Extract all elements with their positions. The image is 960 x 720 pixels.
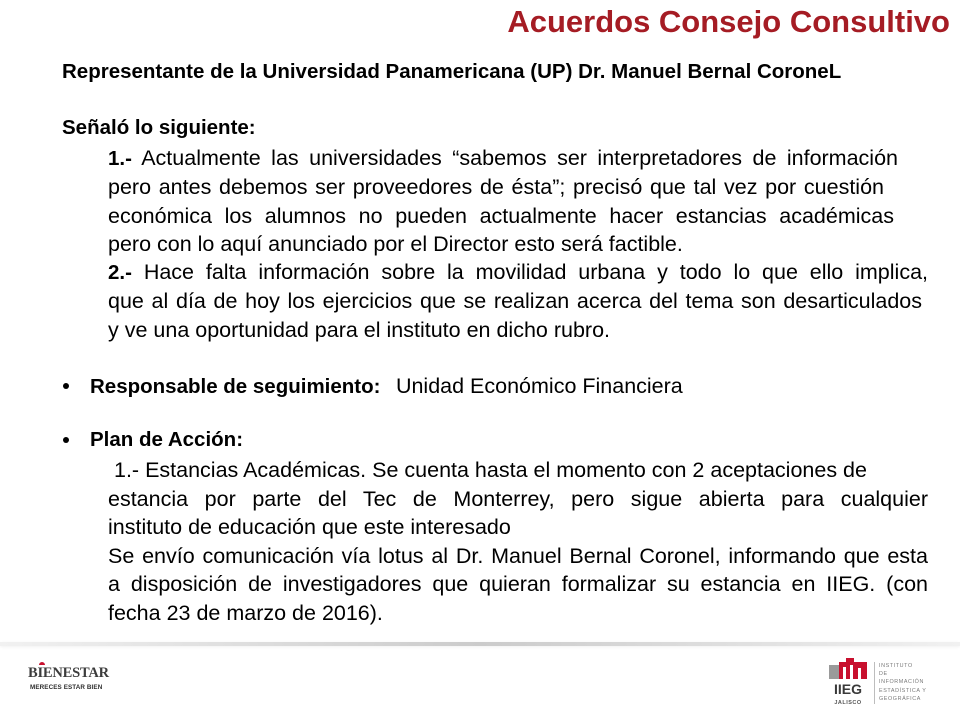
point-1 xyxy=(108,144,928,258)
plan-line-3: instituto de educación que este interesado xyxy=(108,515,511,540)
iieg-logo-icon xyxy=(826,656,872,710)
plan-line-5: a disposición de investigadores que quieran formalizar su estancia en IIEG. (con xyxy=(108,572,928,597)
iieg-state: JALISCO xyxy=(834,700,862,706)
plan-line-1 xyxy=(108,456,928,485)
logo-window xyxy=(858,668,861,679)
responsible-text xyxy=(90,372,683,403)
action-plan-bullet xyxy=(62,426,922,454)
iieg-logo-divider xyxy=(874,662,875,704)
point-1-line-4: pero con lo aquí anunciado por el Director esto será factible. xyxy=(108,231,683,256)
iieg-name-line: ESTADÍSTICA Y xyxy=(879,687,927,694)
point-2 xyxy=(108,258,928,344)
bienestar-wordmark: BIENESTAR xyxy=(28,665,109,681)
bienestar-tagline: MERECES ESTAR BIEN xyxy=(30,684,103,691)
representative-line: Representante de la Universidad Panamericana (UP) Dr. Manuel Bernal CoroneL xyxy=(62,60,842,83)
logo-gray-block xyxy=(829,665,839,679)
logo-window xyxy=(843,667,846,679)
iieg-name-line: INFORMACIÓN xyxy=(879,679,924,686)
plan-item-text: Estancias Académicas. Se cuenta hasta el momento con 2 aceptaciones de xyxy=(145,458,867,482)
point-2-number: 2.- xyxy=(108,261,132,285)
responsible-bullet xyxy=(62,372,922,400)
point-1-text: Actualmente las universidades “sabemos ser interpretadores de información xyxy=(141,146,898,170)
iieg-name-line: DE xyxy=(879,671,888,678)
point-1-line-2: pero antes debemos ser proveedores de ésta”; precisó que tal vez por cuestión xyxy=(108,175,884,200)
bienestar-logo xyxy=(28,662,118,696)
point-2-line-3: y ve una oportunidad para el instituto en dicho rubro. xyxy=(108,317,610,342)
point-2-line-2: que al día de hoy los ejercicios que se realizan acerca del tema son desarticulados xyxy=(108,289,922,314)
plan-line-2: estancia por parte del Tec de Monterrey, pero sigue abierta para cualquier xyxy=(108,486,928,511)
point-1-line-1 xyxy=(108,144,898,173)
point-2-text: Hace falta información sobre la movilidad urbana y todo lo que ello implica, xyxy=(143,260,928,285)
logo-window xyxy=(850,665,853,679)
point-1-line-3: económica los alumnos no pueden actualmente hacer estancias académicas xyxy=(108,203,894,228)
iieg-name-line: GEOGRÁFICA xyxy=(879,695,921,702)
bullet-icon xyxy=(63,437,69,443)
plan-line-4: Se envío comunicación vía lotus al Dr. Manuel Bernal Coronel, informando que esta xyxy=(108,543,928,568)
slide-title: Acuerdos Consejo Consultivo xyxy=(507,4,950,39)
responsible-value: Unidad Económico Financiera xyxy=(395,374,683,398)
responsible-label: Responsable de seguimiento: xyxy=(90,375,381,398)
action-plan-item-1 xyxy=(108,456,928,628)
action-plan-label: Plan de Acción: xyxy=(90,428,244,451)
iieg-institute-name xyxy=(879,662,926,703)
intro-heading: Señaló lo siguiente: xyxy=(62,116,256,139)
point-2-line-1 xyxy=(108,258,928,287)
iieg-acronym: IIEG xyxy=(833,681,863,697)
footer-divider xyxy=(0,642,960,646)
iieg-name-line: INSTITUTO xyxy=(879,663,913,669)
bullet-icon xyxy=(63,383,69,389)
plan-item-number: 1.- xyxy=(114,458,140,482)
point-1-number: 1.- xyxy=(108,147,132,170)
statement-points xyxy=(108,144,928,344)
plan-line-6: fecha 23 de marzo de 2016). xyxy=(108,600,383,625)
